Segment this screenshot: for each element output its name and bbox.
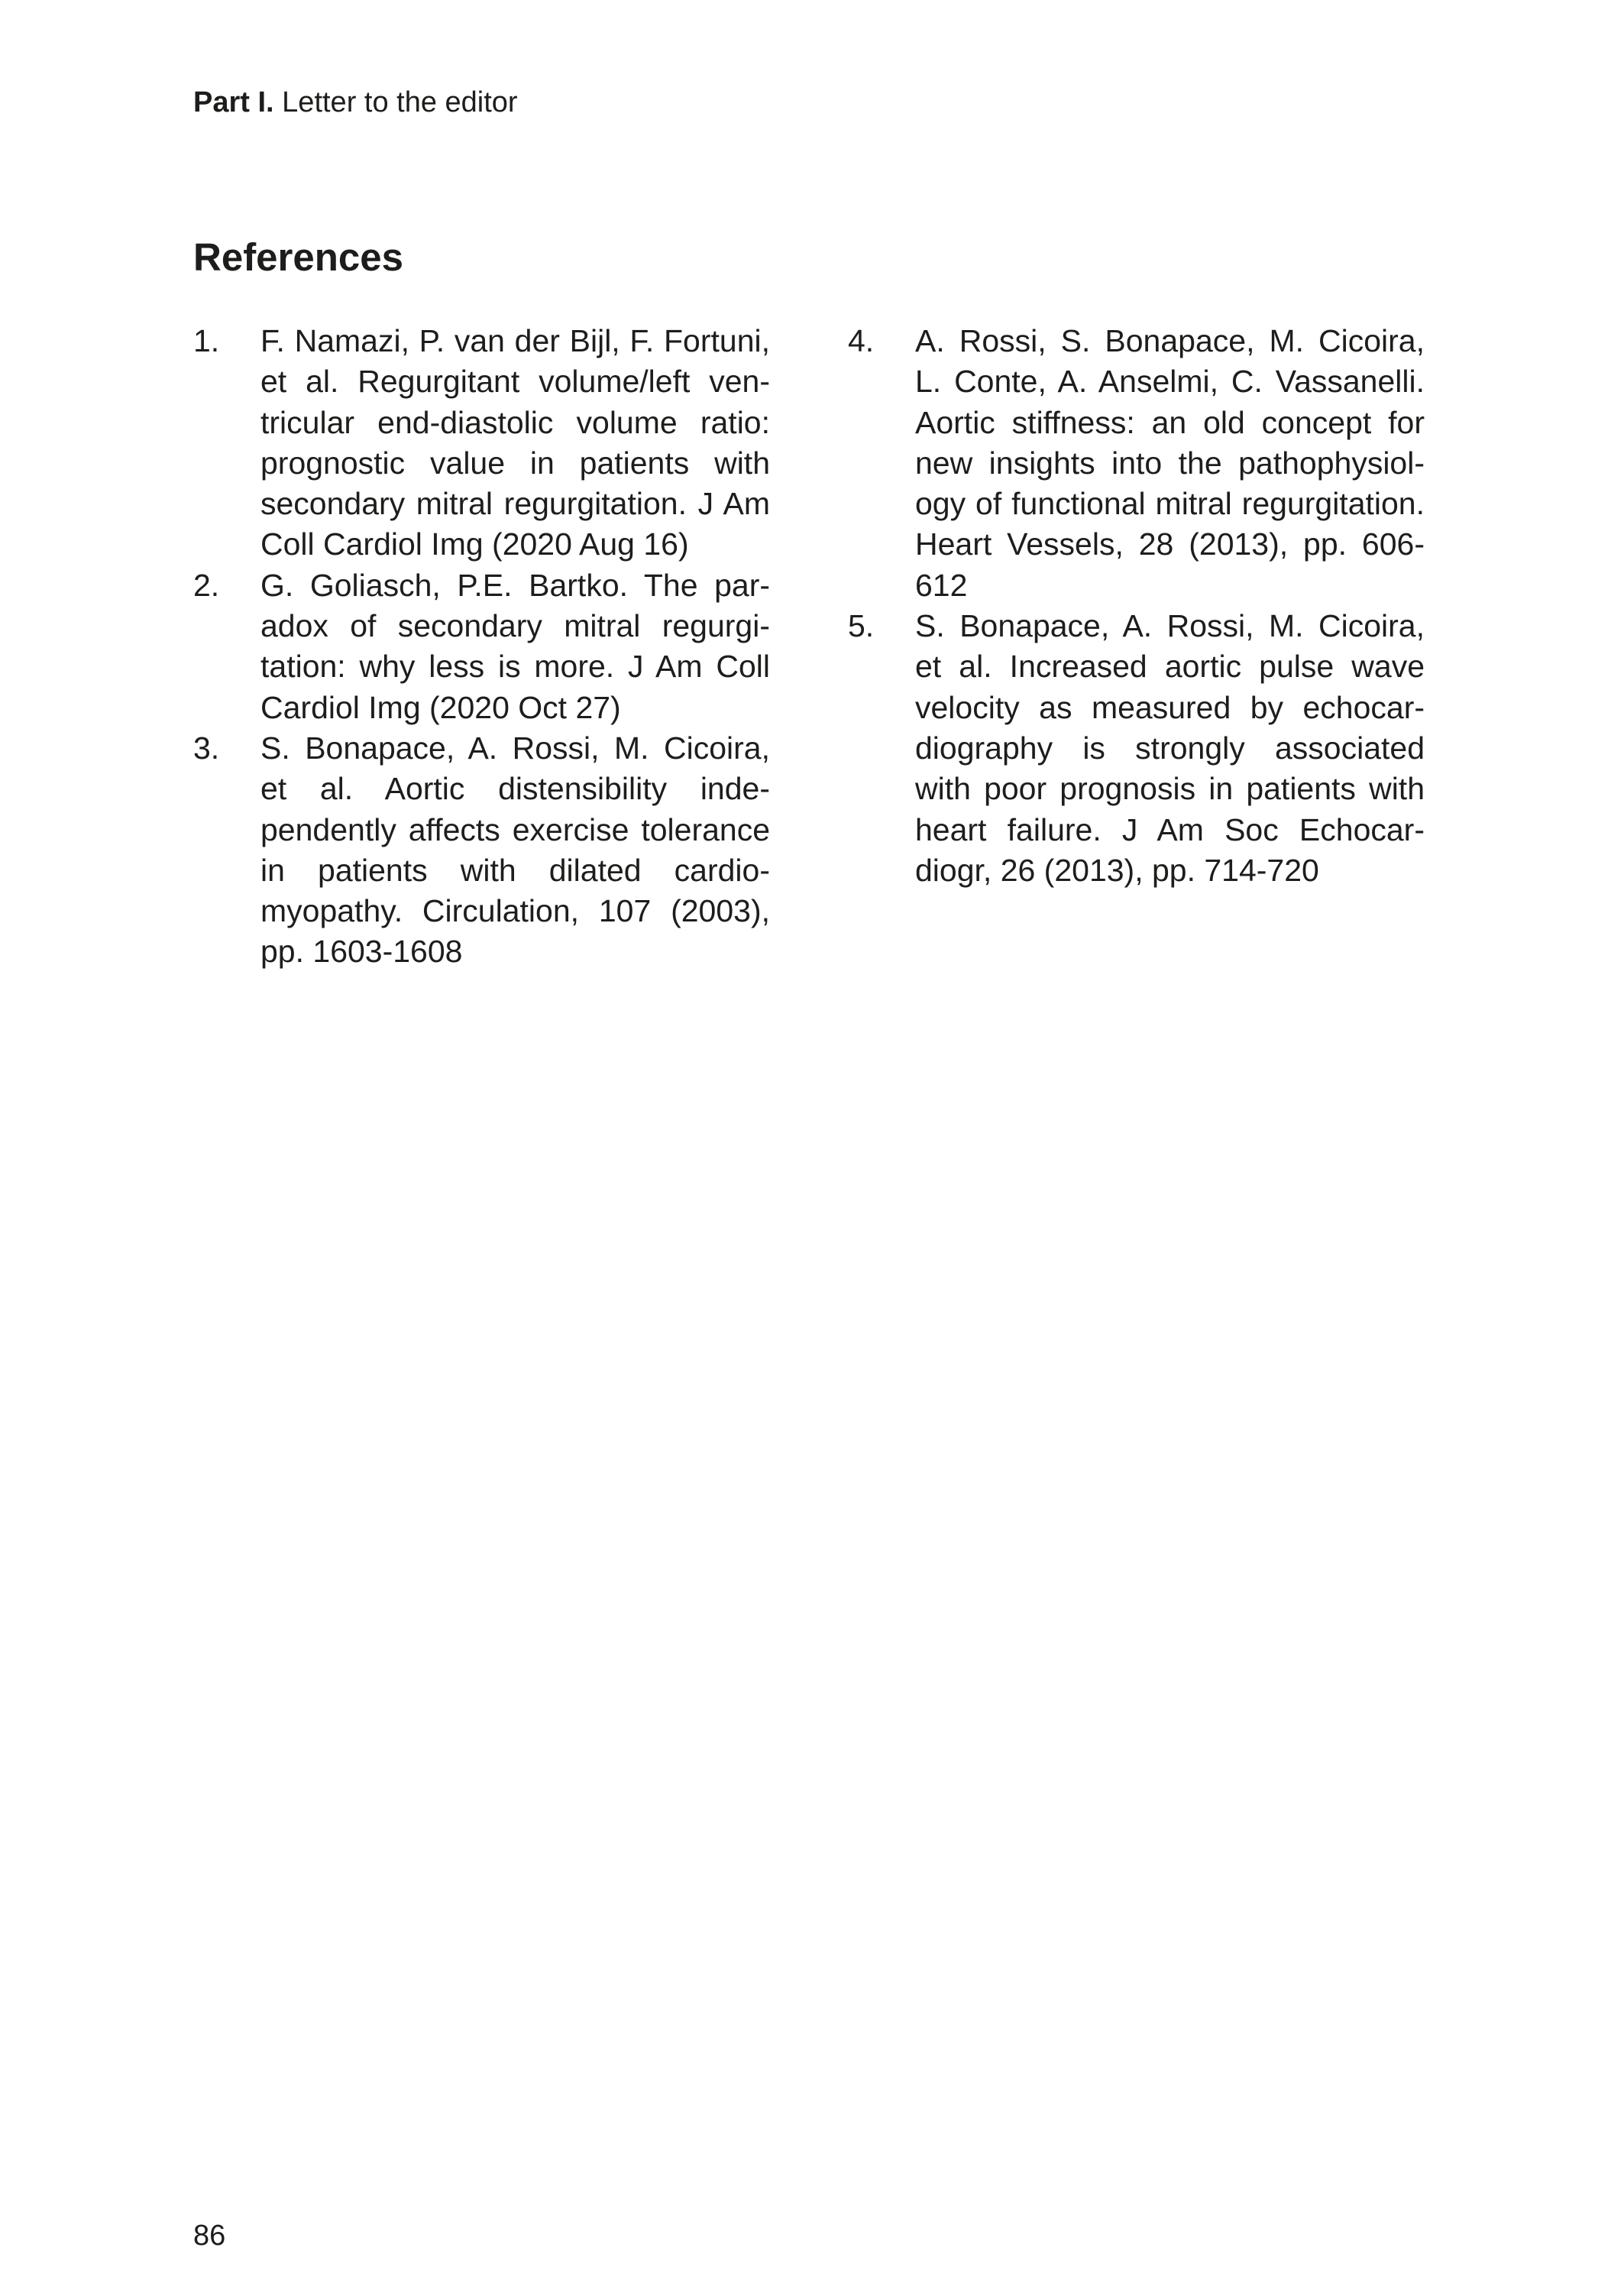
- reference-text: G. Goliasch, P.E. Bartko. The paradox of secondary mitral regurgitation: why less is more. J Am Coll Cardiol Img (2020 Oct 27): [260, 567, 770, 725]
- reference-text: S. Bonapace, A. Rossi, M. Cicoira, et al. Increased aortic pulse wave velocity as measured by echocardiography is strongly associated with poor prognosis in patients with heart failure. J Am Soc Echocardiogr, 26 (2013), pp. 714-720: [915, 608, 1425, 888]
- reference-item: [848, 321, 1425, 606]
- reference-number: 3.: [193, 730, 220, 766]
- reference-text: F. Namazi, P. van der Bijl, F. Fortuni, et al. Regurgitant volume/left ventricular end-diastolic volume ratio: prognostic value in patients with secondary mitral regurgitation. J Am Coll Cardiol Img (2020 Aug 16): [260, 323, 770, 562]
- reference-item: [193, 321, 770, 565]
- reference-item: [848, 606, 1425, 891]
- reference-number: 4.: [848, 323, 875, 358]
- running-header: [193, 83, 518, 122]
- references-left-column: [193, 321, 770, 973]
- references-right-column: [848, 321, 1425, 891]
- reference-item: [193, 565, 770, 728]
- section-title: References: [193, 235, 403, 279]
- page-number: 86: [193, 2220, 226, 2252]
- reference-text: A. Rossi, S. Bonapace, M. Cicoira, L. Conte, A. Anselmi, C. Vassanelli. Aortic stiffness: an old concept for new insights into the pathophysiology of functional mitral regurgitation. Heart Vessels, 28 (2013), pp. 606-612: [915, 323, 1425, 603]
- reference-number: 2.: [193, 567, 220, 603]
- reference-text: S. Bonapace, A. Rossi, M. Cicoira, et al. Aortic distensibility independently affects exercise tolerance in patients with dilated cardiomyopathy. Circulation, 107 (2003), pp. 1603-1608: [260, 730, 770, 970]
- section-label: Letter to the editor: [282, 86, 518, 118]
- reference-item: [193, 728, 770, 973]
- reference-number: 1.: [193, 323, 220, 358]
- reference-number: 5.: [848, 608, 875, 644]
- part-label: Part I.: [193, 86, 274, 118]
